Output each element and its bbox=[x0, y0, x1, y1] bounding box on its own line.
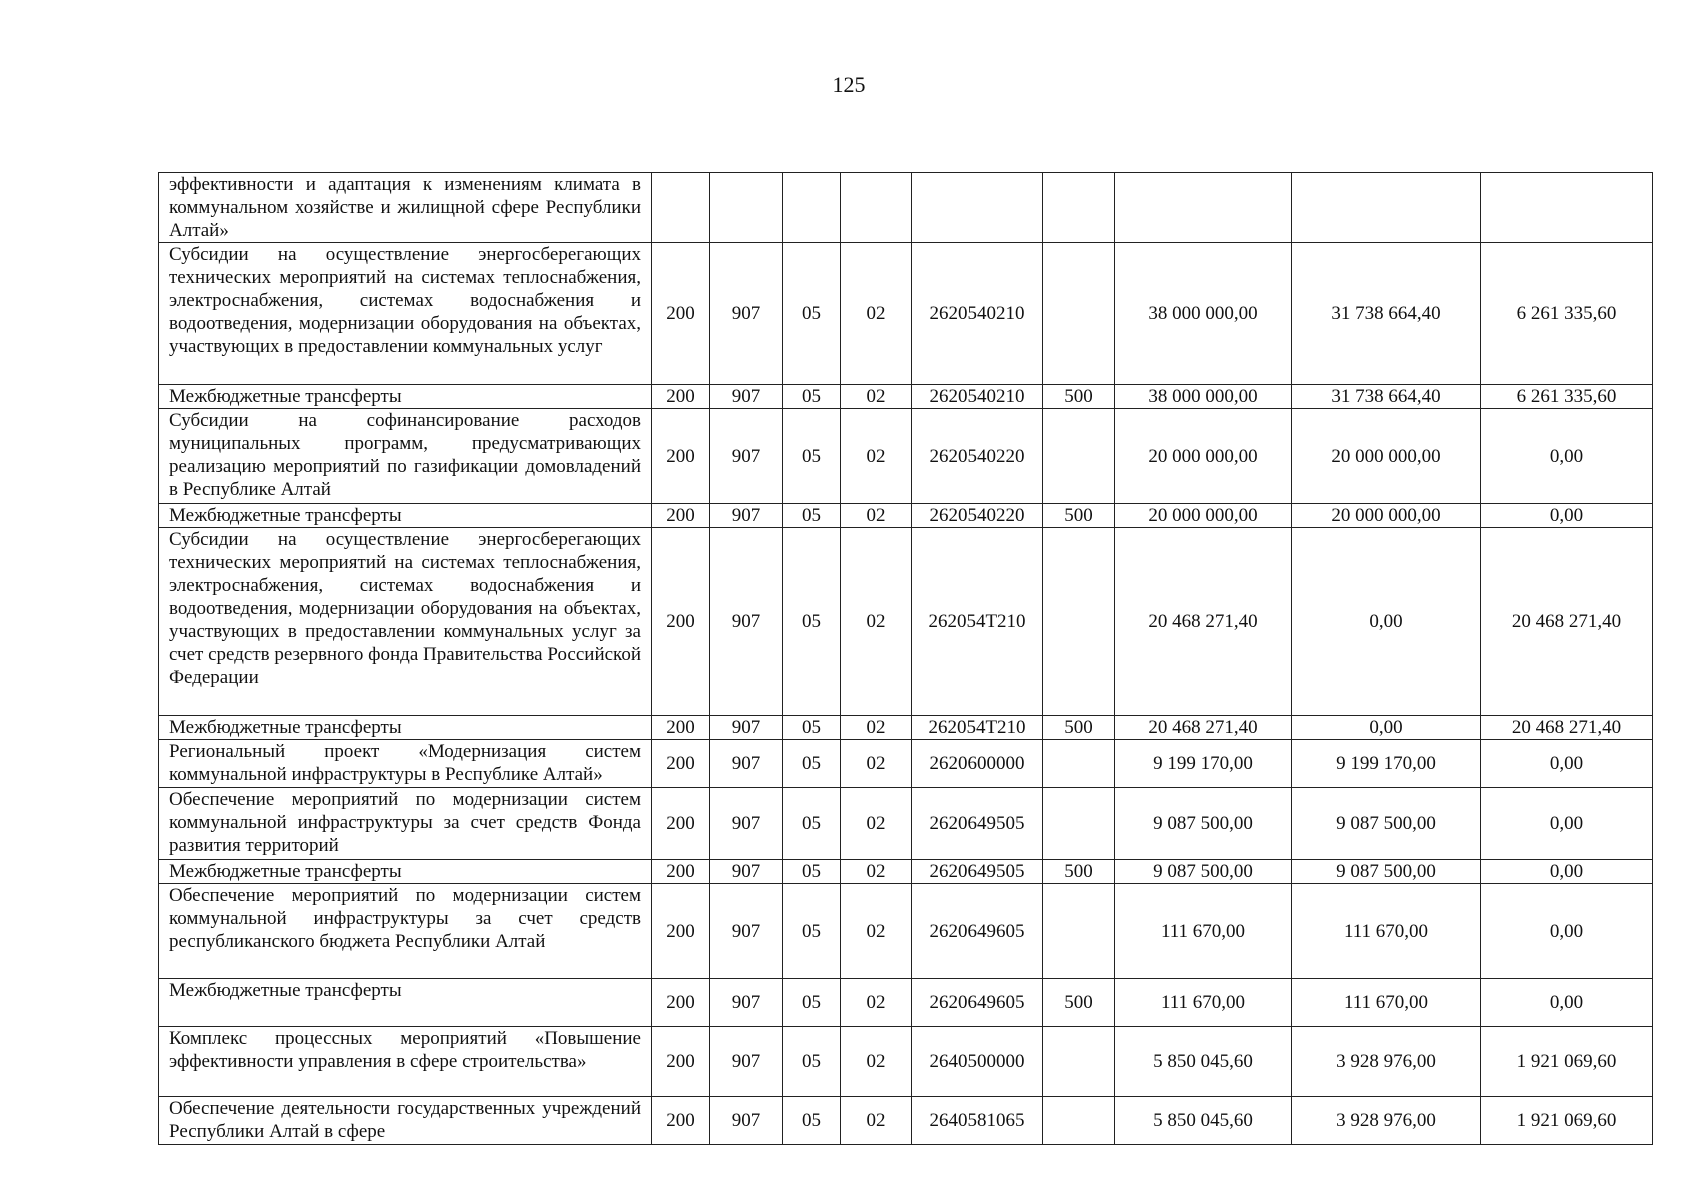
cell-code1: 200 bbox=[652, 716, 710, 740]
cell-code1 bbox=[652, 173, 710, 243]
cell-name: Обеспечение мероприятий по модернизации систем коммунальной инфраструктуры за счет средств республиканского бюджета Республики Алтай bbox=[159, 884, 652, 979]
cell-section: 05 bbox=[783, 884, 841, 979]
cell-section: 05 bbox=[783, 860, 841, 884]
cell-col_a: 20 000 000,00 bbox=[1292, 504, 1481, 528]
cell-col_a: 0,00 bbox=[1292, 528, 1481, 716]
table-row bbox=[159, 409, 1653, 504]
cell-subsection: 02 bbox=[841, 1097, 912, 1145]
cell-name: Региональный проект «Модернизация систем коммунальной инфраструктуры в Республике Алтай» bbox=[159, 740, 652, 788]
cell-code1: 200 bbox=[652, 1097, 710, 1145]
cell-total: 9 087 500,00 bbox=[1115, 860, 1292, 884]
table-row bbox=[159, 884, 1653, 979]
cell-target: 2620649605 bbox=[912, 979, 1043, 1027]
cell-name: Межбюджетные трансферты bbox=[159, 979, 652, 1027]
cell-subsection bbox=[841, 173, 912, 243]
cell-col_a: 3 928 976,00 bbox=[1292, 1097, 1481, 1145]
cell-col_b: 0,00 bbox=[1481, 979, 1653, 1027]
cell-code1: 200 bbox=[652, 1027, 710, 1097]
cell-total: 5 850 045,60 bbox=[1115, 1097, 1292, 1145]
cell-name: Комплекс процессных мероприятий «Повышение эффективности управления в сфере строительства» bbox=[159, 1027, 652, 1097]
cell-name: Межбюджетные трансферты bbox=[159, 504, 652, 528]
cell-col_a: 9 087 500,00 bbox=[1292, 860, 1481, 884]
cell-expense: 500 bbox=[1043, 860, 1115, 884]
cell-expense bbox=[1043, 884, 1115, 979]
cell-col_b: 6 261 335,60 bbox=[1481, 385, 1653, 409]
cell-subsection: 02 bbox=[841, 979, 912, 1027]
cell-col_b: 0,00 bbox=[1481, 884, 1653, 979]
cell-section: 05 bbox=[783, 1027, 841, 1097]
cell-target bbox=[912, 173, 1043, 243]
table-row bbox=[159, 385, 1653, 409]
cell-section: 05 bbox=[783, 409, 841, 504]
cell-section: 05 bbox=[783, 243, 841, 385]
cell-subsection: 02 bbox=[841, 884, 912, 979]
cell-total: 20 468 271,40 bbox=[1115, 716, 1292, 740]
cell-code2: 907 bbox=[710, 740, 783, 788]
cell-code1: 200 bbox=[652, 409, 710, 504]
table-row bbox=[159, 979, 1653, 1027]
cell-code2: 907 bbox=[710, 528, 783, 716]
cell-code1: 200 bbox=[652, 884, 710, 979]
cell-total: 20 468 271,40 bbox=[1115, 528, 1292, 716]
cell-subsection: 02 bbox=[841, 1027, 912, 1097]
table-row bbox=[159, 504, 1653, 528]
cell-section: 05 bbox=[783, 504, 841, 528]
cell-target: 2620649605 bbox=[912, 884, 1043, 979]
cell-total: 38 000 000,00 bbox=[1115, 243, 1292, 385]
cell-expense bbox=[1043, 1097, 1115, 1145]
table-row bbox=[159, 173, 1653, 243]
cell-total: 111 670,00 bbox=[1115, 979, 1292, 1027]
cell-code2: 907 bbox=[710, 979, 783, 1027]
cell-section: 05 bbox=[783, 740, 841, 788]
cell-section: 05 bbox=[783, 385, 841, 409]
cell-subsection: 02 bbox=[841, 504, 912, 528]
cell-col_a: 9 087 500,00 bbox=[1292, 788, 1481, 860]
cell-col_b: 0,00 bbox=[1481, 504, 1653, 528]
cell-col_a: 0,00 bbox=[1292, 716, 1481, 740]
cell-expense: 500 bbox=[1043, 979, 1115, 1027]
cell-subsection: 02 bbox=[841, 409, 912, 504]
cell-code2: 907 bbox=[710, 1027, 783, 1097]
table-row bbox=[159, 860, 1653, 884]
cell-target: 2620649505 bbox=[912, 860, 1043, 884]
cell-target: 2640581065 bbox=[912, 1097, 1043, 1145]
table-row bbox=[159, 788, 1653, 860]
cell-col_b: 1 921 069,60 bbox=[1481, 1027, 1653, 1097]
cell-target: 262054Т210 bbox=[912, 716, 1043, 740]
cell-code1: 200 bbox=[652, 385, 710, 409]
cell-subsection: 02 bbox=[841, 860, 912, 884]
cell-name: Субсидии на софинансирование расходов муниципальных программ, предусматривающих реализацию мероприятий по газификации домовладений в Республике Алтай bbox=[159, 409, 652, 504]
cell-name: Межбюджетные трансферты bbox=[159, 385, 652, 409]
cell-target: 2620649505 bbox=[912, 788, 1043, 860]
cell-code1: 200 bbox=[652, 740, 710, 788]
cell-expense bbox=[1043, 528, 1115, 716]
cell-code2: 907 bbox=[710, 1097, 783, 1145]
cell-expense bbox=[1043, 243, 1115, 385]
cell-target: 2620540220 bbox=[912, 409, 1043, 504]
cell-col_b: 6 261 335,60 bbox=[1481, 243, 1653, 385]
cell-name: Межбюджетные трансферты bbox=[159, 860, 652, 884]
cell-col_a: 3 928 976,00 bbox=[1292, 1027, 1481, 1097]
cell-section: 05 bbox=[783, 979, 841, 1027]
cell-code2: 907 bbox=[710, 409, 783, 504]
cell-code1: 200 bbox=[652, 788, 710, 860]
cell-section: 05 bbox=[783, 788, 841, 860]
cell-target: 2620540210 bbox=[912, 243, 1043, 385]
cell-code1: 200 bbox=[652, 528, 710, 716]
table-row bbox=[159, 243, 1653, 385]
cell-subsection: 02 bbox=[841, 716, 912, 740]
cell-total: 20 000 000,00 bbox=[1115, 504, 1292, 528]
cell-subsection: 02 bbox=[841, 528, 912, 716]
cell-code2: 907 bbox=[710, 884, 783, 979]
cell-section: 05 bbox=[783, 1097, 841, 1145]
cell-total: 9 199 170,00 bbox=[1115, 740, 1292, 788]
cell-subsection: 02 bbox=[841, 243, 912, 385]
cell-code1: 200 bbox=[652, 979, 710, 1027]
cell-code1: 200 bbox=[652, 860, 710, 884]
cell-name: Субсидии на осуществление энергосберегающих технических мероприятий на системах теплоснабжения, электроснабжения, системах водоснабжения и водоотведения, модернизации оборудования на объектах, участвующих в предоставлении коммунальных услуг за счет средств резервного фонда Правительства Российской Федерации bbox=[159, 528, 652, 716]
cell-col_a: 111 670,00 bbox=[1292, 884, 1481, 979]
cell-code2: 907 bbox=[710, 385, 783, 409]
cell-code1: 200 bbox=[652, 504, 710, 528]
cell-name: Межбюджетные трансферты bbox=[159, 716, 652, 740]
cell-col_a: 111 670,00 bbox=[1292, 979, 1481, 1027]
cell-code2: 907 bbox=[710, 243, 783, 385]
cell-expense: 500 bbox=[1043, 716, 1115, 740]
cell-target: 2640500000 bbox=[912, 1027, 1043, 1097]
cell-col_b bbox=[1481, 173, 1653, 243]
cell-col_b: 1 921 069,60 bbox=[1481, 1097, 1653, 1145]
cell-section: 05 bbox=[783, 528, 841, 716]
table-row bbox=[159, 1027, 1653, 1097]
cell-col_a: 9 199 170,00 bbox=[1292, 740, 1481, 788]
cell-col_b: 20 468 271,40 bbox=[1481, 528, 1653, 716]
cell-total: 38 000 000,00 bbox=[1115, 385, 1292, 409]
cell-total: 20 000 000,00 bbox=[1115, 409, 1292, 504]
table-row bbox=[159, 528, 1653, 716]
cell-expense bbox=[1043, 740, 1115, 788]
cell-code2 bbox=[710, 173, 783, 243]
cell-code1: 200 bbox=[652, 243, 710, 385]
table-row bbox=[159, 740, 1653, 788]
cell-total bbox=[1115, 173, 1292, 243]
cell-col_b: 0,00 bbox=[1481, 409, 1653, 504]
cell-col_a: 20 000 000,00 bbox=[1292, 409, 1481, 504]
cell-expense bbox=[1043, 788, 1115, 860]
cell-expense bbox=[1043, 1027, 1115, 1097]
cell-total: 5 850 045,60 bbox=[1115, 1027, 1292, 1097]
cell-expense: 500 bbox=[1043, 504, 1115, 528]
cell-col_a: 31 738 664,40 bbox=[1292, 243, 1481, 385]
cell-expense bbox=[1043, 409, 1115, 504]
cell-section: 05 bbox=[783, 716, 841, 740]
cell-target: 2620540210 bbox=[912, 385, 1043, 409]
table-row bbox=[159, 716, 1653, 740]
cell-total: 9 087 500,00 bbox=[1115, 788, 1292, 860]
cell-col_b: 0,00 bbox=[1481, 740, 1653, 788]
cell-expense bbox=[1043, 173, 1115, 243]
table-row bbox=[159, 1097, 1653, 1145]
cell-name: Обеспечение мероприятий по модернизации систем коммунальной инфраструктуры за счет средств Фонда развития территорий bbox=[159, 788, 652, 860]
cell-name: Субсидии на осуществление энергосберегающих технических мероприятий на системах теплоснабжения, электроснабжения, системах водоснабжения и водоотведения, модернизации оборудования на объектах, участвующих в предоставлении коммунальных услуг bbox=[159, 243, 652, 385]
cell-code2: 907 bbox=[710, 716, 783, 740]
cell-col_a bbox=[1292, 173, 1481, 243]
cell-col_a: 31 738 664,40 bbox=[1292, 385, 1481, 409]
cell-name: Обеспечение деятельности государственных учреждений Республики Алтай в сфере bbox=[159, 1097, 652, 1145]
cell-target: 2620540220 bbox=[912, 504, 1043, 528]
cell-subsection: 02 bbox=[841, 788, 912, 860]
cell-name: эффективности и адаптация к изменениям климата в коммунальном хозяйстве и жилищной сфере Республики Алтай» bbox=[159, 173, 652, 243]
cell-target: 262054Т210 bbox=[912, 528, 1043, 716]
cell-total: 111 670,00 bbox=[1115, 884, 1292, 979]
cell-code2: 907 bbox=[710, 860, 783, 884]
budget-table bbox=[158, 172, 1653, 1145]
cell-section bbox=[783, 173, 841, 243]
cell-col_b: 20 468 271,40 bbox=[1481, 716, 1653, 740]
cell-col_b: 0,00 bbox=[1481, 860, 1653, 884]
cell-target: 2620600000 bbox=[912, 740, 1043, 788]
cell-expense: 500 bbox=[1043, 385, 1115, 409]
cell-col_b: 0,00 bbox=[1481, 788, 1653, 860]
cell-code2: 907 bbox=[710, 788, 783, 860]
table-body bbox=[159, 173, 1653, 1145]
cell-subsection: 02 bbox=[841, 385, 912, 409]
page-number: 125 bbox=[832, 72, 866, 97]
cell-subsection: 02 bbox=[841, 740, 912, 788]
cell-code2: 907 bbox=[710, 504, 783, 528]
